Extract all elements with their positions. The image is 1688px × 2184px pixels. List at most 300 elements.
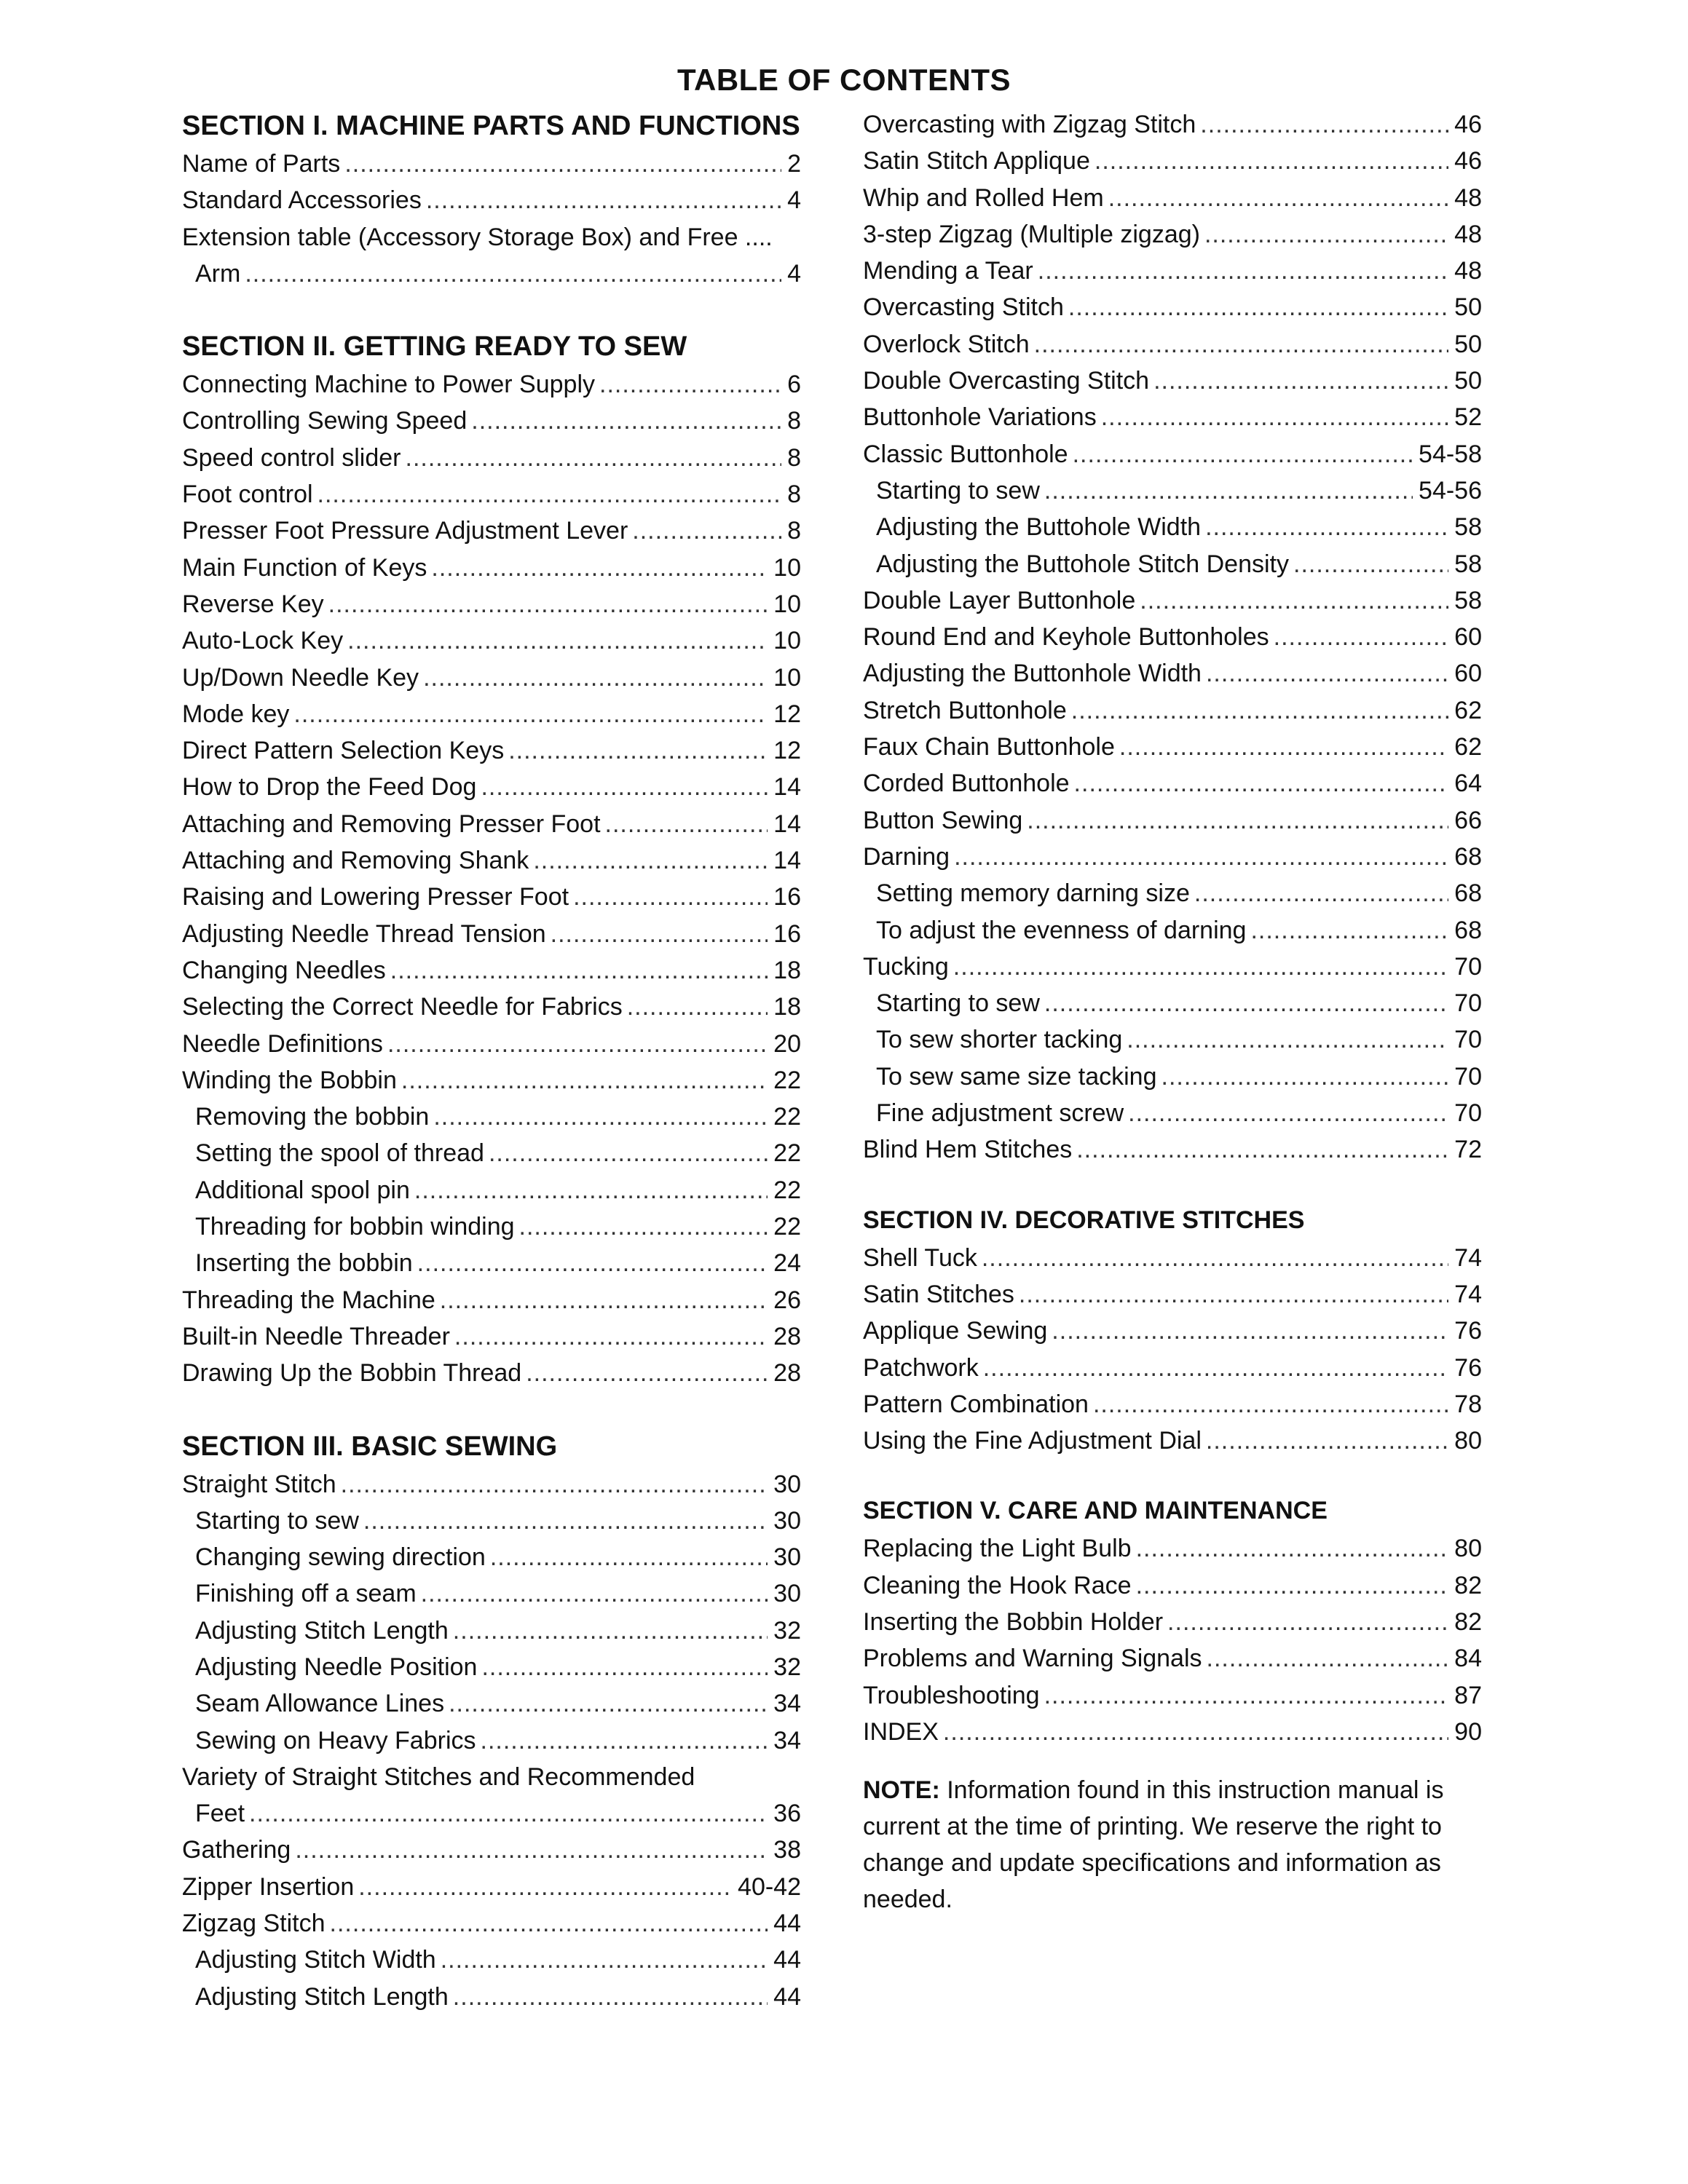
toc-entry[interactable] (863, 655, 1482, 692)
toc-entry-page: 16 (773, 883, 801, 911)
dot-leader (1153, 363, 1448, 399)
dot-leader (508, 732, 768, 769)
toc-entry[interactable] (863, 729, 1482, 765)
dot-leader (481, 769, 768, 805)
section-title: SECTION V. CARE AND MAINTENANCE (863, 1497, 1328, 1525)
toc-entry[interactable] (182, 182, 801, 218)
toc-entry[interactable] (863, 472, 1482, 509)
toc-entry-page: 10 (773, 553, 801, 582)
toc-entry-label: Satin Stitches (863, 1280, 1014, 1308)
toc-entry[interactable] (863, 692, 1482, 729)
toc-entry-label: Main Function of Keys (182, 553, 427, 582)
toc-entry[interactable] (863, 875, 1482, 911)
toc-entry[interactable] (182, 660, 801, 696)
toc-entry-label: Problems and Warning Signals (863, 1645, 1202, 1673)
toc-entry-page: 54-58 (1419, 440, 1482, 468)
dot-leader (1162, 1059, 1449, 1095)
toc-entry[interactable] (182, 769, 801, 805)
dot-leader (599, 366, 781, 403)
toc-entry-label: Controlling Sewing Speed (182, 407, 468, 435)
toc-entry[interactable] (863, 1640, 1482, 1677)
toc-entry[interactable] (863, 363, 1482, 399)
toc-entry[interactable] (863, 1095, 1482, 1131)
dot-leader (1293, 546, 1448, 582)
toc-entry-label: Variety of Straight Stitches and Recommended (182, 1762, 695, 1791)
dot-leader (249, 1795, 768, 1832)
dot-leader (1204, 216, 1448, 253)
toc-entry-page: 10 (773, 627, 801, 655)
toc-entry[interactable] (182, 622, 801, 659)
toc-entry-page: 76 (1454, 1353, 1482, 1382)
dot-leader (441, 1942, 768, 1978)
toc-entry-label: Inserting the Bobbin Holder (863, 1607, 1164, 1636)
toc-entry-page: 12 (773, 737, 801, 765)
toc-entry-label: Inserting the bobbin (195, 1249, 413, 1278)
toc-entry[interactable] (863, 180, 1482, 216)
toc-entry-page: 4 (787, 186, 801, 215)
dot-leader (1101, 399, 1448, 435)
dot-leader (481, 1722, 768, 1759)
toc-entry[interactable] (182, 732, 801, 769)
toc-entry-label: Adjusting Needle Thread Tension (182, 919, 546, 948)
dot-leader (471, 403, 781, 439)
toc-entry-label: Blind Hem Stitches (863, 1136, 1073, 1164)
dot-leader (390, 952, 768, 989)
toc-entry-page: 40-42 (738, 1872, 801, 1901)
toc-entry-label: Mending a Tear (863, 257, 1033, 285)
toc-entry[interactable] (182, 403, 801, 439)
toc-entry[interactable] (863, 216, 1482, 253)
toc-entry-page: 30 (773, 1580, 801, 1608)
toc-entry[interactable] (182, 1503, 801, 1539)
toc-entry[interactable] (863, 802, 1482, 839)
toc-entry[interactable] (182, 1722, 801, 1759)
toc-entry[interactable] (182, 1575, 801, 1612)
toc-entry-page: 58 (1454, 586, 1482, 614)
dot-leader (489, 1135, 768, 1171)
toc-entry-page: 64 (1454, 769, 1482, 798)
toc-entry[interactable] (182, 1869, 801, 1905)
toc-entry[interactable] (182, 1062, 801, 1099)
toc-entry[interactable] (182, 1832, 801, 1868)
toc-entry-page: 30 (773, 1543, 801, 1572)
dot-leader (417, 1245, 768, 1281)
toc-entry[interactable] (182, 1172, 801, 1208)
toc-entry-label: Name of Parts (182, 150, 341, 178)
toc-entry-page: 8 (787, 480, 801, 509)
toc-entry-page: 6 (787, 371, 801, 399)
toc-entry[interactable] (182, 1355, 801, 1391)
toc-entry-label: Selecting the Correct Needle for Fabrics (182, 993, 623, 1021)
toc-entry-label: Removing the bobbin (195, 1103, 430, 1131)
toc-entry[interactable] (863, 289, 1482, 325)
toc-entry[interactable] (182, 1318, 801, 1355)
toc-entry[interactable] (863, 1714, 1482, 1750)
toc-entry-line[interactable] (182, 219, 801, 256)
toc-entry-label: Overcasting with Zigzag Stitch (863, 111, 1196, 138)
toc-entry-label: Faux Chain Buttonhole (863, 733, 1115, 761)
toc-entry-page: 72 (1454, 1136, 1482, 1164)
toc-entry-label: Zigzag Stitch (182, 1910, 326, 1938)
toc-entry-page: 58 (1454, 513, 1482, 542)
toc-entry[interactable] (863, 1423, 1482, 1459)
toc-entry[interactable] (863, 106, 1482, 143)
toc-entry[interactable] (863, 326, 1482, 363)
toc-entry[interactable] (182, 696, 801, 732)
toc-entry-page: 8 (787, 407, 801, 435)
section-title: SECTION II. GETTING READY TO SEW (182, 331, 687, 363)
toc-entry[interactable] (863, 1677, 1482, 1714)
dot-leader (1200, 106, 1448, 143)
toc-entry-page: 4 (787, 259, 801, 288)
toc-entry-label: Starting to sew (195, 1506, 359, 1535)
toc-entry-label: Replacing the Light Bulb (863, 1535, 1132, 1563)
toc-entry[interactable] (863, 436, 1482, 472)
toc-entry-label: Setting memory darning size (876, 879, 1190, 908)
dot-leader (551, 916, 768, 952)
toc-entry-label: Additional spool pin (195, 1176, 410, 1204)
toc-entry[interactable] (863, 253, 1482, 289)
toc-entry-label: Drawing Up the Bobbin Thread (182, 1359, 522, 1388)
toc-entry-label: Attaching and Removing Presser Foot (182, 810, 601, 838)
toc-entry-label: Changing sewing direction (195, 1543, 486, 1572)
dot-leader (526, 1355, 768, 1391)
toc-entry[interactable] (182, 440, 801, 476)
toc-entry[interactable] (182, 550, 801, 586)
dot-leader (1250, 912, 1448, 949)
toc-entry-label: How to Drop the Feed Dog (182, 773, 477, 802)
dot-leader (1136, 1567, 1449, 1604)
toc-entry-label: Up/Down Needle Key (182, 663, 419, 692)
toc-entry[interactable] (182, 513, 801, 549)
toc-entry[interactable] (863, 912, 1482, 949)
toc-entry[interactable] (863, 509, 1482, 545)
toc-entry-page: 82 (1454, 1571, 1482, 1599)
toc-entry[interactable] (863, 546, 1482, 582)
toc-entry-label: Reverse Key (182, 590, 324, 618)
toc-entry-label: Built-in Needle Threader (182, 1322, 450, 1350)
toc-entry-label: Pattern Combination (863, 1390, 1089, 1418)
toc-entry-label: Starting to sew (876, 989, 1040, 1018)
toc-entry[interactable] (863, 399, 1482, 435)
toc-entry-label: Raising and Lowering Presser Foot (182, 883, 569, 911)
toc-entry[interactable] (182, 806, 801, 842)
dot-leader (293, 696, 768, 732)
toc-entry-page: 70 (1454, 989, 1482, 1018)
toc-entry-label: Starting to sew (876, 476, 1040, 505)
toc-entry[interactable] (863, 1530, 1482, 1567)
dot-leader (632, 513, 781, 549)
toc-entry-page: 58 (1454, 550, 1482, 578)
toc-entry-label: Adjusting Stitch Length (195, 1616, 449, 1645)
toc-entry-label: Adjusting Stitch Width (195, 1946, 436, 1974)
toc-entry-label: Corded Buttonhole (863, 769, 1070, 798)
toc-entry-page: 28 (773, 1359, 801, 1388)
dot-leader (328, 586, 768, 622)
dot-leader (1119, 729, 1448, 765)
toc-entry[interactable] (182, 1685, 801, 1722)
toc-entry[interactable] (182, 1245, 801, 1281)
toc-entry[interactable] (182, 1539, 801, 1575)
toc-entry-page: 46 (1454, 111, 1482, 138)
toc-entry-label: Attaching and Removing Shank (182, 847, 529, 875)
toc-entry[interactable] (182, 1208, 801, 1245)
toc-entry[interactable] (182, 476, 801, 513)
toc-entry-label: To sew same size tacking (876, 1062, 1157, 1091)
dot-leader (358, 1869, 732, 1905)
toc-entry[interactable] (182, 1905, 801, 1942)
dot-leader (1052, 1313, 1448, 1349)
toc-entry[interactable] (182, 879, 801, 915)
toc-right-column (863, 106, 1482, 1918)
toc-entry-page: 32 (773, 1653, 801, 1681)
toc-entry-label: Gathering (182, 1836, 291, 1864)
dot-leader (573, 879, 768, 915)
dot-leader (1038, 253, 1448, 289)
section-title: SECTION I. MACHINE PARTS AND FUNCTIONS (182, 111, 800, 141)
toc-entry-label: Shell Tuck (863, 1243, 977, 1272)
toc-entry-label: Sewing on Heavy Fabrics (195, 1726, 476, 1754)
toc-entry-label: Foot control (182, 480, 313, 509)
toc-entry[interactable] (182, 1135, 801, 1171)
toc-entry[interactable] (182, 1942, 801, 1978)
toc-entry-page: 28 (773, 1322, 801, 1350)
dot-leader (1207, 1640, 1449, 1677)
toc-entry[interactable] (863, 1276, 1482, 1313)
toc-entry-page: 44 (773, 1910, 801, 1938)
toc-entry-label: Changing Needles (182, 956, 386, 984)
toc-entry-label: Adjusting the Buttohole Width (876, 513, 1202, 542)
toc-entry-line[interactable] (182, 1759, 801, 1795)
toc-entry-page: 60 (1454, 660, 1482, 688)
toc-entry-page: 14 (773, 810, 801, 838)
toc-entry-label: Overlock Stitch (863, 330, 1030, 358)
toc-entry-page: 14 (773, 847, 801, 875)
toc-entry-label: Needle Definitions (182, 1029, 383, 1058)
toc-entry-page: 34 (773, 1726, 801, 1754)
dot-leader (1044, 472, 1413, 509)
toc-entry-label: Connecting Machine to Power Supply (182, 371, 595, 399)
toc-entry-label: Auto-Lock Key (182, 627, 344, 655)
dot-leader (431, 550, 768, 586)
toc-entry-page: 2 (787, 150, 801, 178)
note-label: NOTE: (863, 1776, 940, 1805)
section-3-continued-entries (863, 106, 1482, 1168)
dot-leader (426, 182, 781, 218)
toc-entry-page: 24 (773, 1249, 801, 1278)
toc-entry[interactable] (863, 1604, 1482, 1640)
dot-leader (943, 1714, 1448, 1750)
toc-entry-label: Satin Stitch Applique (863, 147, 1090, 175)
toc-entry[interactable] (863, 1350, 1482, 1386)
toc-entry[interactable] (182, 989, 801, 1025)
dot-leader (1074, 765, 1449, 802)
toc-entry-page: 44 (773, 1982, 801, 2011)
toc-entry[interactable] (863, 1313, 1482, 1349)
dot-leader (330, 1905, 768, 1942)
toc-entry-label: To adjust the evenness of darning (876, 916, 1247, 944)
toc-entry-page: 90 (1454, 1717, 1482, 1746)
toc-entry-page: 22 (773, 1103, 801, 1131)
dot-leader (533, 842, 768, 879)
dot-leader (454, 1318, 768, 1355)
dot-leader (1044, 985, 1448, 1021)
toc-entry-page: 50 (1454, 367, 1482, 395)
toc-entry[interactable] (182, 1099, 801, 1135)
section-title: SECTION IV. DECORATIVE STITCHES (863, 1206, 1305, 1234)
toc-entry[interactable] (182, 1026, 801, 1062)
toc-entry-label: Seam Allowance Lines (195, 1690, 445, 1718)
toc-entry-page: 32 (773, 1616, 801, 1645)
toc-entry[interactable] (182, 842, 801, 879)
toc-entry-label: Mode key (182, 700, 290, 728)
toc-entry-page: 50 (1454, 293, 1482, 322)
toc-entry[interactable] (182, 1613, 801, 1649)
note-text: Information found in this instruction manual is current at the time of printing. We reserve the right to change and update specifications and information as needed. (863, 1776, 1444, 1914)
toc-entry[interactable] (863, 839, 1482, 875)
toc-entry-label: INDEX (863, 1717, 939, 1746)
dot-leader (1073, 436, 1413, 472)
toc-entry-page: 62 (1454, 696, 1482, 724)
toc-entry-label: Setting the spool of thread (195, 1139, 484, 1168)
dot-leader (344, 146, 781, 182)
toc-entry[interactable] (863, 1131, 1482, 1168)
toc-entry-page: 8 (787, 443, 801, 472)
toc-entry-label: 3-step Zigzag (Multiple zigzag) (863, 220, 1200, 248)
toc-entry-page: 12 (773, 700, 801, 728)
toc-entry[interactable] (182, 366, 801, 403)
toc-entry-label: Standard Accessories (182, 186, 422, 215)
toc-entry[interactable] (863, 143, 1482, 179)
dot-leader (318, 476, 782, 513)
toc-entry[interactable] (863, 1567, 1482, 1604)
dot-leader (1027, 802, 1448, 839)
toc-entry-label: Zipper Insertion (182, 1872, 355, 1901)
toc-entry-label: Double Overcasting Stitch (863, 367, 1150, 395)
toc-entry-label: Fine adjustment screw (876, 1099, 1124, 1128)
dot-leader (423, 660, 768, 696)
section-3-entries (182, 1466, 801, 2015)
dot-leader (1128, 1095, 1448, 1131)
toc-entry-label: Cleaning the Hook Race (863, 1571, 1132, 1599)
toc-entry-page: 76 (1454, 1317, 1482, 1345)
dot-leader (490, 1539, 768, 1575)
page-title: TABLE OF CONTENTS (677, 63, 1011, 97)
toc-entry-page: 70 (1454, 1099, 1482, 1128)
toc-entry[interactable] (182, 1795, 801, 1832)
toc-entry[interactable] (863, 1059, 1482, 1095)
toc-entry-label: Classic Buttonhole (863, 440, 1068, 468)
toc-entry[interactable] (863, 949, 1482, 985)
toc-entry-label: Speed control slider (182, 443, 401, 472)
toc-entry[interactable] (182, 1282, 801, 1318)
toc-entry[interactable] (182, 916, 801, 952)
toc-entry-page: 50 (1454, 330, 1482, 358)
toc-entry-page: 18 (773, 993, 801, 1021)
toc-entry-page: 78 (1454, 1390, 1482, 1418)
dot-leader (453, 1613, 768, 1649)
dot-leader (341, 1466, 768, 1503)
dot-leader (1044, 1677, 1449, 1714)
dot-leader (1076, 1131, 1448, 1168)
toc-entry[interactable] (182, 952, 801, 989)
section-5-entries (863, 1530, 1482, 1750)
dot-leader (605, 806, 768, 842)
toc-entry-page: 46 (1454, 147, 1482, 175)
toc-entry-page: 8 (787, 517, 801, 545)
dot-leader (1167, 1604, 1448, 1640)
dot-leader (1071, 692, 1448, 729)
toc-entry-page: 34 (773, 1690, 801, 1718)
dot-leader (453, 1979, 768, 2015)
toc-entry-label: Buttonhole Variations (863, 403, 1097, 432)
toc-entry-page: 70 (1454, 1026, 1482, 1054)
toc-entry-label: Adjusting the Buttonhole Width (863, 660, 1202, 688)
dot-leader (363, 1503, 768, 1539)
toc-entry-page: 70 (1454, 952, 1482, 981)
toc-entry-label: Tucking (863, 952, 949, 981)
toc-entry[interactable] (863, 582, 1482, 619)
toc-entry-page: 10 (773, 663, 801, 692)
toc-entry-label: Feet (195, 1800, 245, 1828)
toc-entry-label: Adjusting Needle Position (195, 1653, 478, 1681)
toc-entry-label: Direct Pattern Selection Keys (182, 737, 505, 765)
toc-entry-page: 62 (1454, 733, 1482, 761)
dot-leader (953, 949, 1448, 985)
dot-leader (406, 440, 782, 476)
toc-entry[interactable] (863, 619, 1482, 655)
toc-entry-page: 36 (773, 1800, 801, 1828)
dot-leader (1206, 655, 1448, 692)
toc-entry[interactable] (182, 1466, 801, 1503)
section-1-entries (182, 146, 801, 292)
toc-entry-label: Arm (195, 259, 241, 288)
dot-leader (347, 622, 768, 659)
toc-entry-page: 20 (773, 1029, 801, 1058)
toc-entry[interactable] (863, 1021, 1482, 1058)
dot-leader (421, 1575, 768, 1612)
dot-leader (1205, 509, 1448, 545)
dot-leader (954, 839, 1448, 875)
toc-entry[interactable] (182, 146, 801, 182)
section-2-entries (182, 366, 801, 1391)
toc-entry[interactable] (182, 586, 801, 622)
section-4-entries (863, 1240, 1482, 1460)
toc-entry[interactable] (182, 256, 801, 292)
toc-entry[interactable] (863, 765, 1482, 802)
toc-entry-label: Applique Sewing (863, 1317, 1048, 1345)
toc-entry[interactable] (182, 1649, 801, 1685)
toc-entry[interactable] (863, 1240, 1482, 1276)
toc-entry-label: Patchwork (863, 1353, 979, 1382)
toc-entry-page: 10 (773, 590, 801, 618)
toc-entry-page: 54-56 (1419, 476, 1482, 505)
toc-entry-label: Straight Stitch (182, 1470, 336, 1498)
toc-entry-label: Overcasting Stitch (863, 293, 1064, 322)
toc-entry-page: 68 (1454, 879, 1482, 908)
toc-entry-page: 44 (773, 1946, 801, 1974)
dot-leader (1108, 180, 1448, 216)
dot-leader (1034, 326, 1449, 363)
toc-entry-page: 68 (1454, 842, 1482, 871)
toc-entry[interactable] (182, 1979, 801, 2015)
toc-entry[interactable] (863, 985, 1482, 1021)
dot-leader (519, 1208, 768, 1245)
dot-leader (983, 1350, 1448, 1386)
toc-entry-page: 16 (773, 919, 801, 948)
toc-entry-label: Adjusting Stitch Length (195, 1982, 449, 2011)
toc-entry[interactable] (863, 1386, 1482, 1423)
